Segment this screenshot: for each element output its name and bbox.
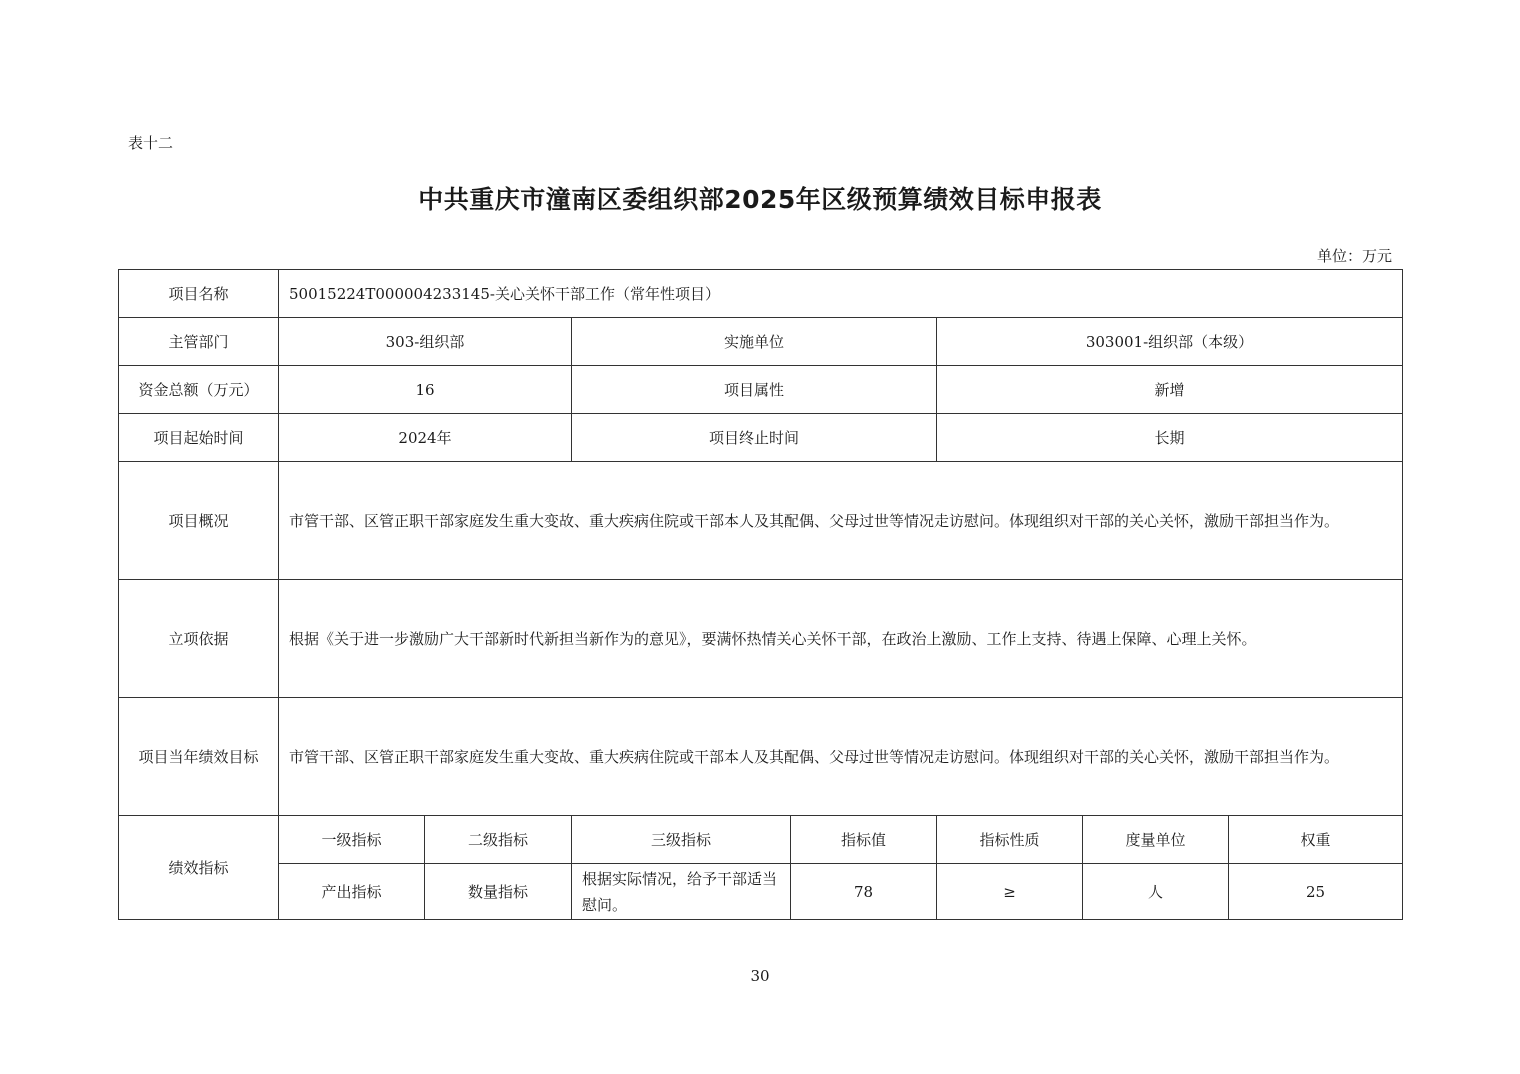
annual-goal-value: 市管干部、区管正职干部家庭发生重大变故、重大疾病住院或干部本人及其配偶、父母过世等情况走访慰问。体现组织对干部的关心关怀，激励干部担当作为。: [279, 698, 1403, 816]
project-attribute-value: 新增: [937, 366, 1403, 414]
row-indicator-header: [119, 816, 1403, 864]
row-basis: [119, 580, 1403, 698]
row-project-name: [119, 270, 1403, 318]
header-weight: 权重: [1229, 816, 1403, 864]
annual-goal-label: 项目当年绩效目标: [119, 698, 279, 816]
indicator-level3: 根据实际情况，给予干部适当慰问。: [572, 864, 791, 920]
indicator-weight: 25: [1229, 864, 1403, 920]
row-fund: [119, 366, 1403, 414]
overview-value: 市管干部、区管正职干部家庭发生重大变故、重大疾病住院或干部本人及其配偶、父母过世等情况走访慰问。体现组织对干部的关心关怀，激励干部担当作为。: [279, 462, 1403, 580]
indicator-level2: 数量指标: [425, 864, 572, 920]
header-nature: 指标性质: [937, 816, 1083, 864]
document-title: 中共重庆市潼南区委组织部2025年区级预算绩效目标申报表: [418, 185, 1102, 214]
basis-label: 立项依据: [119, 580, 279, 698]
indicator-nature: ≥: [937, 864, 1083, 920]
row-annual-goal: [119, 698, 1403, 816]
dept-label: 主管部门: [119, 318, 279, 366]
start-time-label: 项目起始时间: [119, 414, 279, 462]
impl-unit-label: 实施单位: [572, 318, 937, 366]
indicator-level1: 产出指标: [279, 864, 425, 920]
fund-total-value: 16: [279, 366, 572, 414]
header-level1: 一级指标: [279, 816, 425, 864]
end-time-value: 长期: [937, 414, 1403, 462]
overview-label: 项目概况: [119, 462, 279, 580]
header-level3: 三级指标: [572, 816, 791, 864]
header-level2: 二级指标: [425, 816, 572, 864]
project-name-label: 项目名称: [119, 270, 279, 318]
page-number: 30: [750, 967, 770, 985]
start-time-value: 2024年: [279, 414, 572, 462]
project-name-value: 50015224T000004233145-关心关怀干部工作（常年性项目）: [279, 270, 1403, 318]
indicator-unit: 人: [1083, 864, 1229, 920]
project-attribute-label: 项目属性: [572, 366, 937, 414]
dept-value: 303-组织部: [279, 318, 572, 366]
header-value: 指标值: [791, 816, 937, 864]
impl-unit-value: 303001-组织部（本级）: [937, 318, 1403, 366]
indicators-section-label: 绩效指标: [119, 816, 279, 920]
table-number-label: 表十二: [128, 134, 174, 152]
row-department: [119, 318, 1403, 366]
indicator-value: 78: [791, 864, 937, 920]
table-row: [119, 864, 1403, 920]
budget-performance-table: [118, 269, 1403, 920]
basis-value: 根据《关于进一步激励广大干部新时代新担当新作为的意见》，要满怀热情关心关怀干部，在政治上激励、工作上支持、待遇上保障、心理上关怀。: [279, 580, 1403, 698]
fund-total-label: 资金总额（万元）: [119, 366, 279, 414]
unit-label: 单位：万元: [1316, 247, 1392, 265]
row-time: [119, 414, 1403, 462]
header-unit: 度量单位: [1083, 816, 1229, 864]
row-overview: [119, 462, 1403, 580]
end-time-label: 项目终止时间: [572, 414, 937, 462]
